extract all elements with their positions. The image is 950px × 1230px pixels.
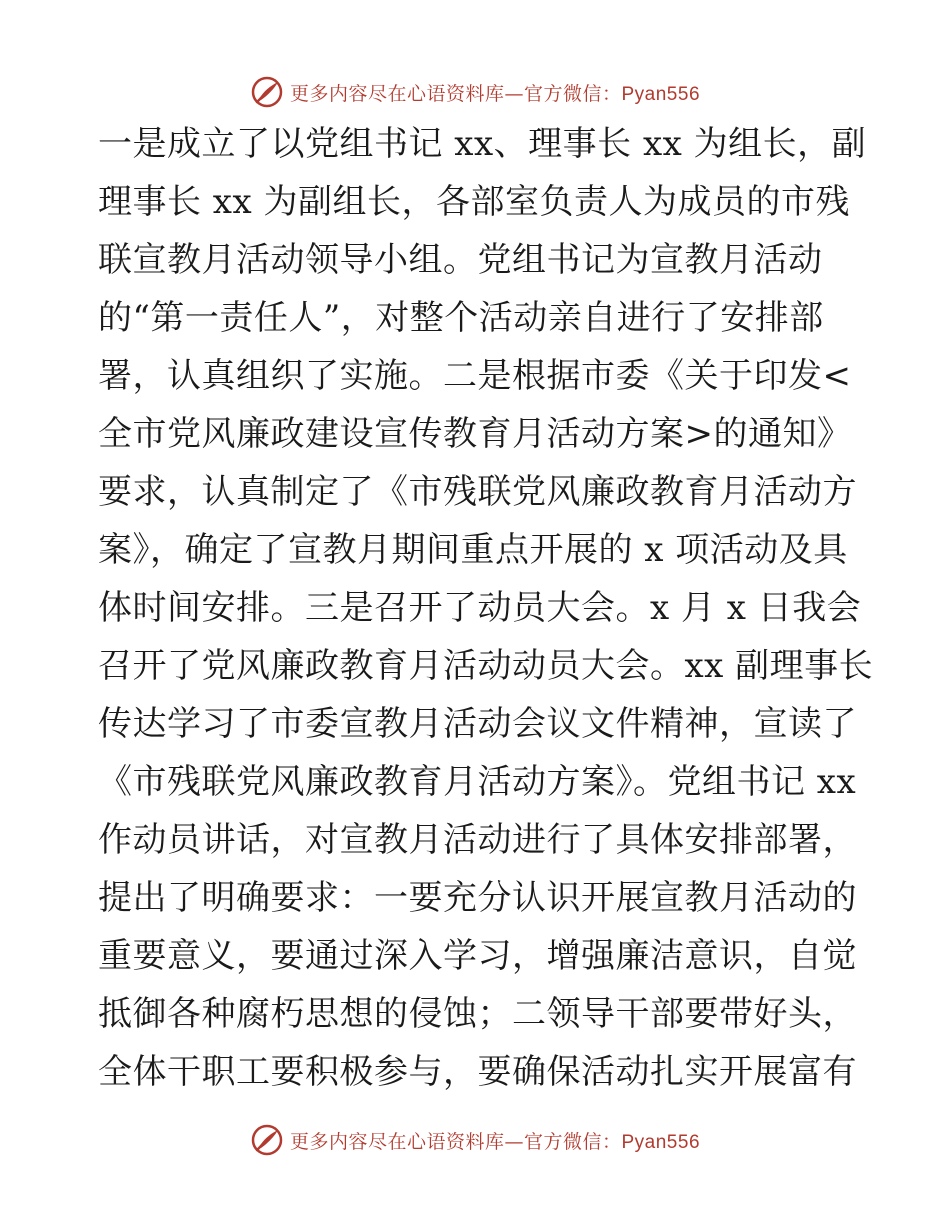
text-line: 的“第一责任人”，对整个活动亲自进行了安排部	[98, 298, 824, 338]
text-line: 提出了明确要求：一要充分认识开展宣教月活动的	[98, 878, 857, 918]
text-line: 《市残联党风廉政教育月活动方案》。党组书记 xx	[98, 762, 857, 802]
text-line: 全市党风廉政建设宣传教育月活动方案>的通知》	[98, 414, 852, 454]
text-line: 案》，确定了宣教月期间重点开展的 x 项活动及具	[98, 530, 848, 570]
text-line: 要求，认真制定了《市残联党风廉政教育月活动方	[98, 472, 857, 512]
text-line: 联宣教月活动领导小组。党组书记为宣教月活动	[98, 240, 823, 280]
text-line: 体时间安排。三是召开了动员大会。x 月 x 日我会	[98, 588, 862, 628]
text-line: 重要意义，要通过深入学习，增强廉洁意识，自觉	[98, 936, 857, 976]
watermark-text: 更多内容尽在心语资料库—官方微信：Pyan556	[289, 1130, 701, 1153]
footer-watermark	[0, 1120, 950, 1160]
header-watermark	[0, 72, 950, 112]
text-line: 传达学习了市委宣教月活动会议文件精神，宣读了	[98, 704, 857, 744]
text-line: 抵御各种腐朽思想的侵蚀；二领导干部要带好头，	[98, 994, 857, 1034]
watermark-text: 更多内容尽在心语资料库—官方微信：Pyan556	[289, 82, 701, 105]
text-line: 召开了党风廉政教育月活动动员大会。xx 副理事长	[98, 646, 874, 686]
text-line: 署，认真组织了实施。二是根据市委《关于印发<	[98, 356, 852, 396]
text-line: 全体干职工要积极参与，要确保活动扎实开展富有	[98, 1052, 857, 1092]
text-line: 一是成立了以党组书记 xx、理事长 xx 为组长，副	[98, 124, 867, 164]
text-line: 作动员讲话，对宣教月活动进行了具体安排部署，	[98, 820, 857, 860]
quill-logo-icon	[250, 75, 284, 109]
quill-logo-icon	[250, 1123, 284, 1157]
text-line: 理事长 xx 为副组长，各部室负责人为成员的市残	[98, 182, 850, 222]
